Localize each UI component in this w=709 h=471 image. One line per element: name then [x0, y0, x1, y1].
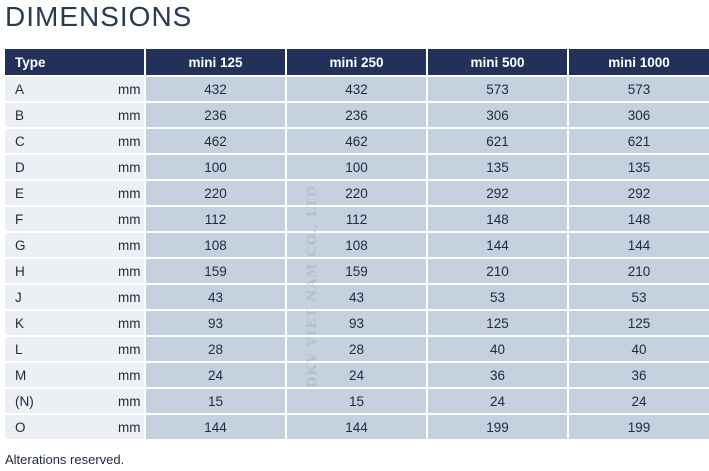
row-type-label: (N)	[5, 388, 82, 414]
table-cell: 621	[568, 128, 709, 154]
table-cell: 306	[568, 102, 709, 128]
row-type-label: C	[5, 128, 82, 154]
table-row	[5, 336, 709, 362]
row-unit-label: mm	[82, 206, 145, 232]
row-unit-label: mm	[82, 336, 145, 362]
table-cell: 43	[286, 284, 427, 310]
table-cell: 40	[568, 336, 709, 362]
row-unit-label: mm	[82, 258, 145, 284]
table-cell: 220	[286, 180, 427, 206]
footnote: Alterations reserved.	[5, 452, 125, 467]
table-cell: 292	[427, 180, 568, 206]
table-cell: 36	[427, 362, 568, 388]
row-unit-label: mm	[82, 128, 145, 154]
table-cell: 93	[286, 310, 427, 336]
column-header-type: Type	[5, 49, 145, 76]
row-type-label: L	[5, 336, 82, 362]
row-type-label: E	[5, 180, 82, 206]
table-cell: 462	[145, 128, 286, 154]
table-cell: 236	[145, 102, 286, 128]
table-cell: 15	[286, 388, 427, 414]
table-cell: 100	[286, 154, 427, 180]
row-unit-label: mm	[82, 284, 145, 310]
row-type-label: J	[5, 284, 82, 310]
table-cell: 135	[427, 154, 568, 180]
column-header-mini-250: mini 250	[286, 49, 427, 76]
table-row	[5, 232, 709, 258]
row-unit-label: mm	[82, 414, 145, 439]
table-header-row	[5, 49, 709, 76]
table-cell: 53	[427, 284, 568, 310]
table-cell: 144	[427, 232, 568, 258]
table-row	[5, 102, 709, 128]
table-body	[5, 76, 709, 439]
table-cell: 135	[568, 154, 709, 180]
row-unit-label: mm	[82, 154, 145, 180]
dimensions-table	[5, 49, 709, 439]
row-type-label: O	[5, 414, 82, 439]
table-cell: 28	[145, 336, 286, 362]
column-header-mini-500: mini 500	[427, 49, 568, 76]
table-row	[5, 154, 709, 180]
row-unit-label: mm	[82, 232, 145, 258]
page-title: DIMENSIONS	[5, 1, 193, 32]
table-cell: 43	[145, 284, 286, 310]
row-type-label: M	[5, 362, 82, 388]
row-type-label: A	[5, 76, 82, 102]
table-cell: 144	[568, 232, 709, 258]
table-cell: 112	[286, 206, 427, 232]
table-cell: 220	[145, 180, 286, 206]
table-row	[5, 258, 709, 284]
row-unit-label: mm	[82, 388, 145, 414]
table-cell: 199	[568, 414, 709, 439]
table-row	[5, 206, 709, 232]
table-cell: 573	[568, 76, 709, 102]
row-type-label: H	[5, 258, 82, 284]
table-cell: 93	[145, 310, 286, 336]
row-unit-label: mm	[82, 76, 145, 102]
table-row	[5, 388, 709, 414]
table-cell: 24	[568, 388, 709, 414]
table-cell: 125	[568, 310, 709, 336]
table-row	[5, 414, 709, 439]
table-cell: 159	[286, 258, 427, 284]
row-type-label: K	[5, 310, 82, 336]
table-cell: 108	[145, 232, 286, 258]
table-cell: 144	[286, 414, 427, 439]
table-cell: 306	[427, 102, 568, 128]
table-row	[5, 284, 709, 310]
table-cell: 210	[427, 258, 568, 284]
row-type-label: F	[5, 206, 82, 232]
table-cell: 210	[568, 258, 709, 284]
table-cell: 148	[568, 206, 709, 232]
table-cell: 36	[568, 362, 709, 388]
table-cell: 40	[427, 336, 568, 362]
row-unit-label: mm	[82, 310, 145, 336]
table-cell: 24	[145, 362, 286, 388]
column-header-mini-1000: mini 1000	[568, 49, 709, 76]
table-cell: 236	[286, 102, 427, 128]
row-type-label: D	[5, 154, 82, 180]
table-cell: 53	[568, 284, 709, 310]
table-cell: 108	[286, 232, 427, 258]
row-unit-label: mm	[82, 362, 145, 388]
column-header-mini-125: mini 125	[145, 49, 286, 76]
table-cell: 28	[286, 336, 427, 362]
table-cell: 159	[145, 258, 286, 284]
table-cell: 432	[145, 76, 286, 102]
row-unit-label: mm	[82, 102, 145, 128]
table-cell: 148	[427, 206, 568, 232]
table-cell: 199	[427, 414, 568, 439]
table-cell: 100	[145, 154, 286, 180]
table-cell: 462	[286, 128, 427, 154]
watermark: DKV VIET NAM CO., LTD	[305, 185, 320, 388]
table-cell: 24	[286, 362, 427, 388]
table-cell: 125	[427, 310, 568, 336]
table-cell: 144	[145, 414, 286, 439]
table-cell: 292	[568, 180, 709, 206]
table-cell: 432	[286, 76, 427, 102]
table-row	[5, 362, 709, 388]
table-cell: 24	[427, 388, 568, 414]
table-row	[5, 76, 709, 102]
row-unit-label: mm	[82, 180, 145, 206]
table-cell: 573	[427, 76, 568, 102]
table-row	[5, 180, 709, 206]
row-type-label: B	[5, 102, 82, 128]
row-type-label: G	[5, 232, 82, 258]
table-cell: 621	[427, 128, 568, 154]
table-row	[5, 310, 709, 336]
table-cell: 15	[145, 388, 286, 414]
table-row	[5, 128, 709, 154]
table-cell: 112	[145, 206, 286, 232]
